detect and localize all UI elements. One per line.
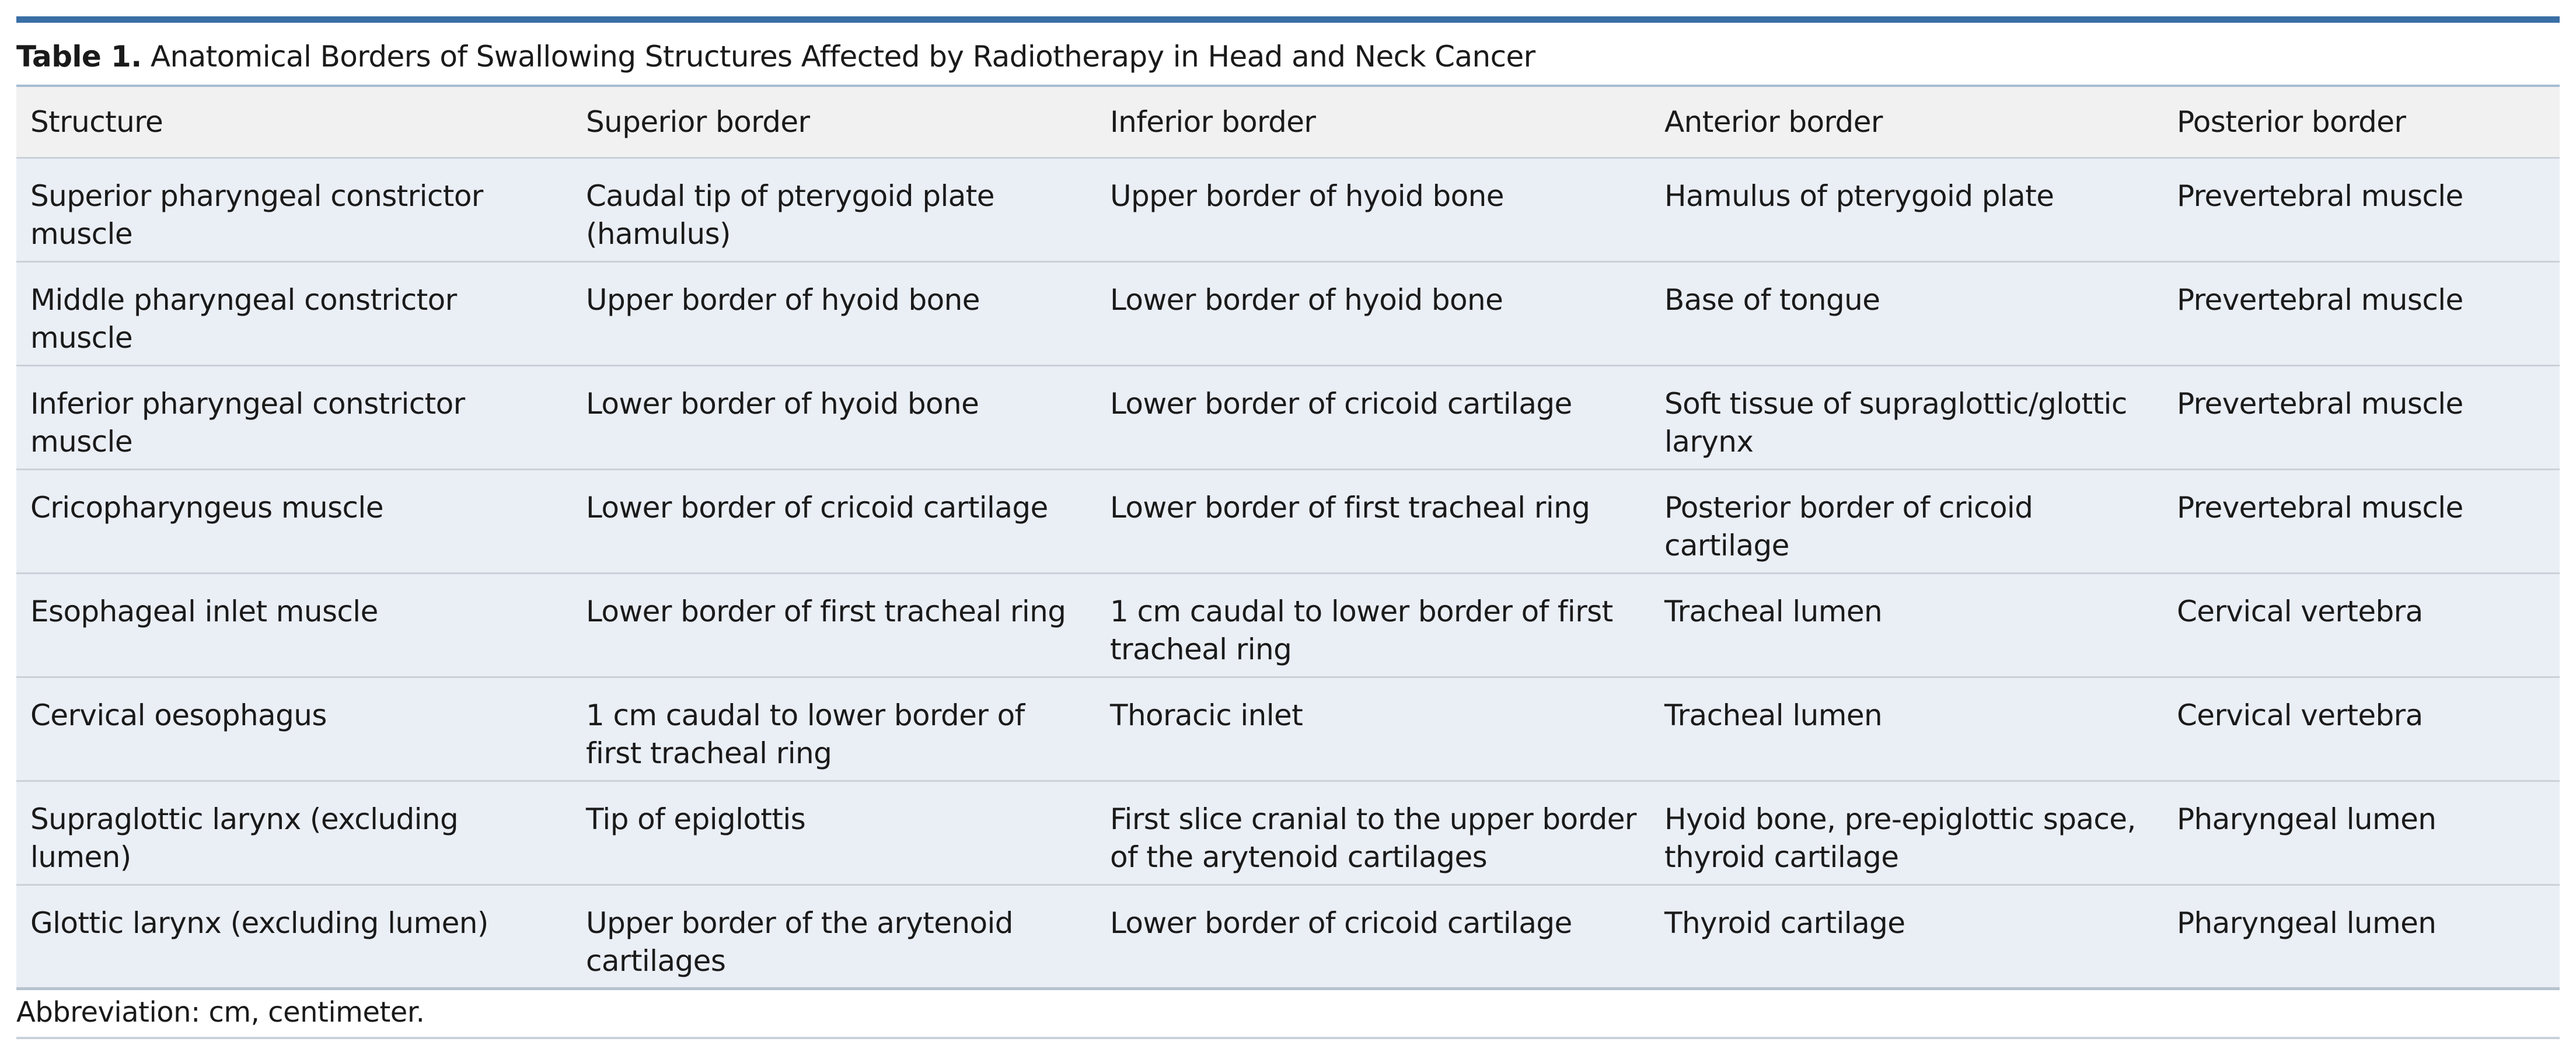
cell-structure: Glottic larynx (excluding lumen) bbox=[16, 885, 572, 988]
table-label: Table 1. bbox=[16, 40, 142, 74]
data-table bbox=[16, 87, 2560, 990]
cell-superior-border: Lower border of first tracheal ring bbox=[572, 573, 1096, 677]
column-header-posterior-border: Posterior border bbox=[2163, 87, 2560, 158]
table-row bbox=[16, 573, 2560, 677]
cell-anterior-border: Hyoid bone, pre-epiglottic space, thyroid cartilage bbox=[1650, 781, 2163, 885]
cell-posterior-border: Pharyngeal lumen bbox=[2163, 885, 2560, 988]
cell-inferior-border: Upper border of hyoid bone bbox=[1096, 158, 1650, 261]
cell-anterior-border: Hamulus of pterygoid plate bbox=[1650, 158, 2163, 261]
bottom-rule bbox=[16, 1037, 2560, 1039]
cell-inferior-border: Lower border of hyoid bone bbox=[1096, 261, 1650, 365]
table-row bbox=[16, 365, 2560, 469]
table-row bbox=[16, 781, 2560, 885]
cell-posterior-border: Prevertebral muscle bbox=[2163, 261, 2560, 365]
top-rule bbox=[16, 16, 2560, 23]
cell-superior-border: 1 cm caudal to lower border of first tracheal ring bbox=[572, 677, 1096, 781]
cell-structure: Cricopharyngeus muscle bbox=[16, 469, 572, 573]
cell-inferior-border: First slice cranial to the upper border of the arytenoid cartilages bbox=[1096, 781, 1650, 885]
cell-structure: Supraglottic larynx (excluding lumen) bbox=[16, 781, 572, 885]
cell-anterior-border: Tracheal lumen bbox=[1650, 573, 2163, 677]
cell-superior-border: Upper border of the arytenoid cartilages bbox=[572, 885, 1096, 988]
cell-superior-border: Lower border of cricoid cartilage bbox=[572, 469, 1096, 573]
table-row bbox=[16, 469, 2560, 573]
cell-anterior-border: Posterior border of cricoid cartilage bbox=[1650, 469, 2163, 573]
cell-posterior-border: Prevertebral muscle bbox=[2163, 158, 2560, 261]
column-header-superior-border: Superior border bbox=[572, 87, 1096, 158]
cell-structure: Middle pharyngeal constrictor muscle bbox=[16, 261, 572, 365]
table-caption bbox=[16, 33, 2560, 80]
table-row bbox=[16, 885, 2560, 988]
table-row bbox=[16, 261, 2560, 365]
column-header-anterior-border: Anterior border bbox=[1650, 87, 2163, 158]
table-row bbox=[16, 677, 2560, 781]
cell-posterior-border: Prevertebral muscle bbox=[2163, 365, 2560, 469]
cell-superior-border: Lower border of hyoid bone bbox=[572, 365, 1096, 469]
cell-anterior-border: Soft tissue of supraglottic/glottic larynx bbox=[1650, 365, 2163, 469]
cell-anterior-border: Base of tongue bbox=[1650, 261, 2163, 365]
cell-superior-border: Caudal tip of pterygoid plate (hamulus) bbox=[572, 158, 1096, 261]
cell-inferior-border: Lower border of cricoid cartilage bbox=[1096, 885, 1650, 988]
cell-posterior-border: Pharyngeal lumen bbox=[2163, 781, 2560, 885]
cell-inferior-border: Lower border of first tracheal ring bbox=[1096, 469, 1650, 573]
cell-posterior-border: Prevertebral muscle bbox=[2163, 469, 2560, 573]
cell-posterior-border: Cervical vertebra bbox=[2163, 573, 2560, 677]
cell-inferior-border: 1 cm caudal to lower border of first tracheal ring bbox=[1096, 573, 1650, 677]
column-header-inferior-border: Inferior border bbox=[1096, 87, 1650, 158]
cell-structure: Cervical oesophagus bbox=[16, 677, 572, 781]
cell-superior-border: Tip of epiglottis bbox=[572, 781, 1096, 885]
cell-inferior-border: Thoracic inlet bbox=[1096, 677, 1650, 781]
cell-structure: Inferior pharyngeal constrictor muscle bbox=[16, 365, 572, 469]
cell-structure: Esophageal inlet muscle bbox=[16, 573, 572, 677]
cell-inferior-border: Lower border of cricoid cartilage bbox=[1096, 365, 1650, 469]
cell-structure: Superior pharyngeal constrictor muscle bbox=[16, 158, 572, 261]
table-title: Anatomical Borders of Swallowing Structures Affected by Radiotherapy in Head and Neck Cancer bbox=[150, 40, 1535, 74]
cell-anterior-border: Tracheal lumen bbox=[1650, 677, 2163, 781]
cell-posterior-border: Cervical vertebra bbox=[2163, 677, 2560, 781]
table-row bbox=[16, 158, 2560, 261]
cell-anterior-border: Thyroid cartilage bbox=[1650, 885, 2163, 988]
header-row bbox=[16, 87, 2560, 158]
column-header-structure: Structure bbox=[16, 87, 572, 158]
table-footnote: Abbreviation: cm, centimeter. bbox=[16, 996, 425, 1029]
cell-superior-border: Upper border of hyoid bone bbox=[572, 261, 1096, 365]
